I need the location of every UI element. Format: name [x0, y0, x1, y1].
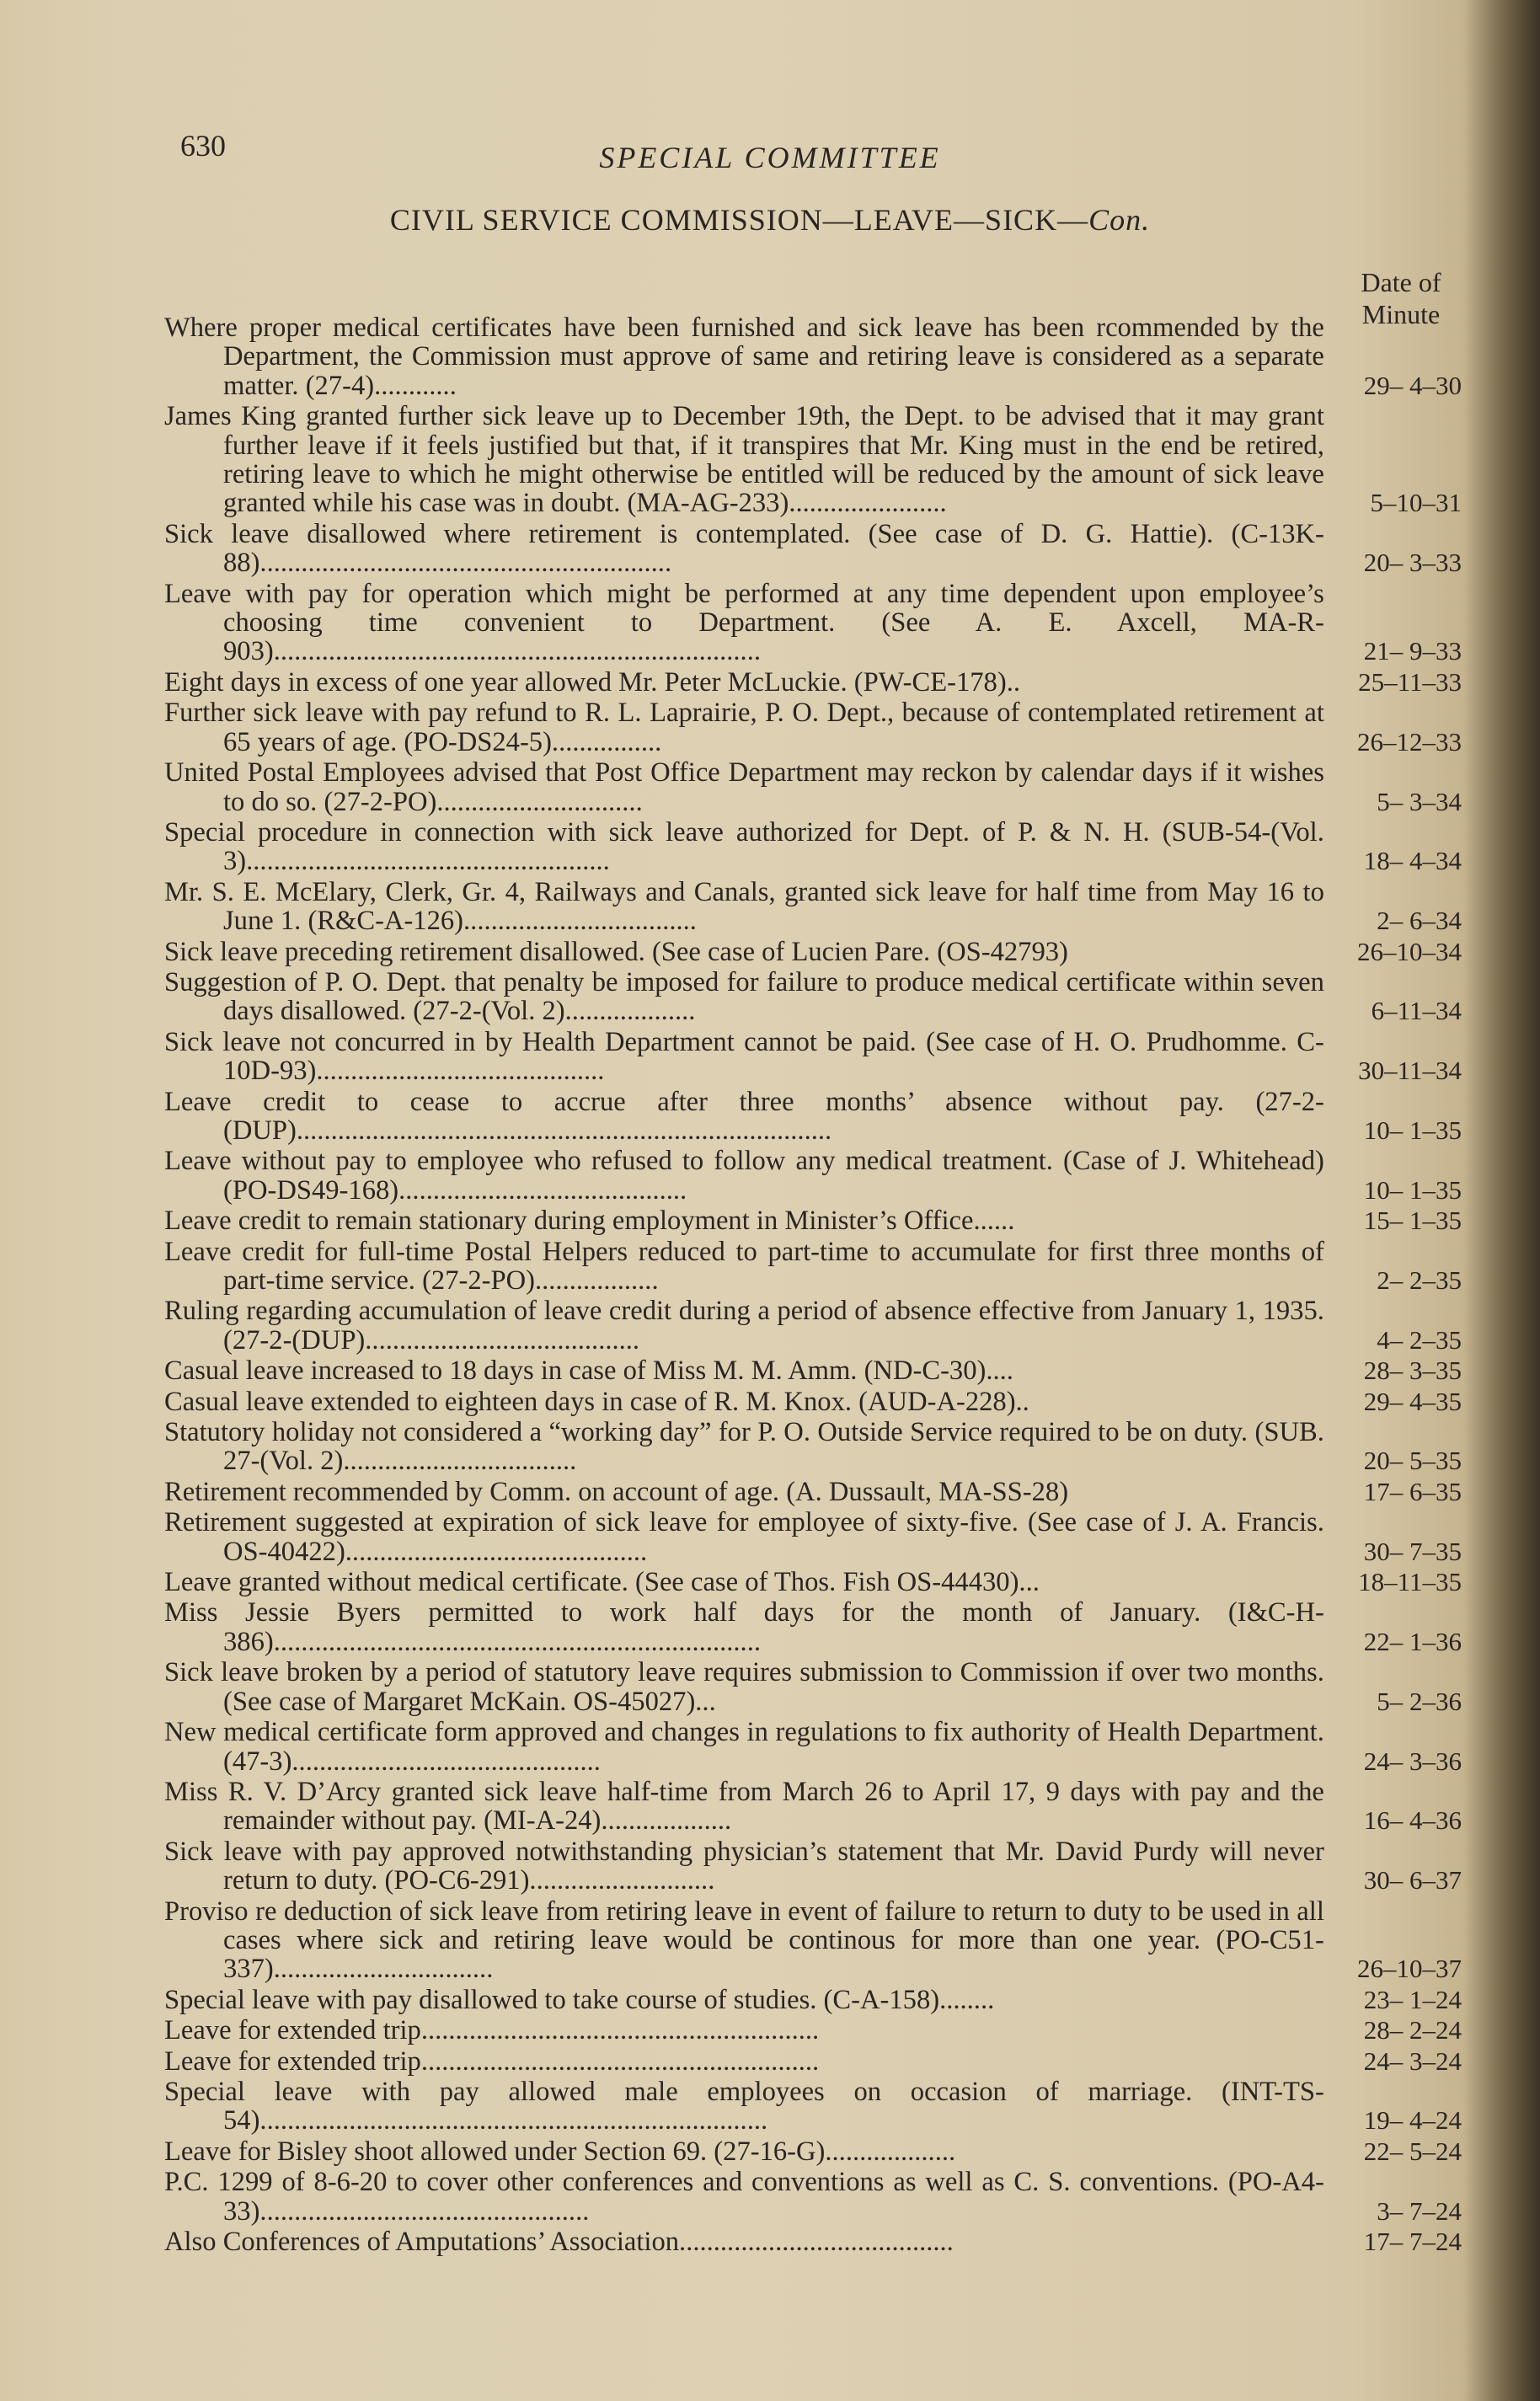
list-item	[164, 1837, 1479, 1896]
entry-date: 18– 4–34	[1363, 846, 1462, 876]
entry-list	[164, 313, 1479, 2258]
list-item	[164, 818, 1479, 876]
entry-date: 23– 1–24	[1363, 1984, 1462, 2014]
list-item	[164, 1568, 1479, 1596]
entry-text: Leave with pay for operation which might be performed at any time dependent upon employee’s choosing time convenient to Department. (See A. E. Axcell, MA-R-903).......................................................................	[164, 578, 1324, 667]
entry-date: 3– 7–24	[1377, 2195, 1462, 2226]
entry-date: 25–11–33	[1358, 666, 1462, 697]
adjacent-page-edge	[1508, 0, 1540, 2401]
entry-date: 15– 1–35	[1363, 1206, 1462, 1236]
list-item	[164, 1238, 1479, 1296]
list-item	[164, 1147, 1479, 1205]
entry-text: Sick leave not concurred in by Health Department cannot be paid. (See case of H. O. Prudhomme. C-10D-93)..........................................	[164, 1026, 1324, 1087]
list-item	[164, 1356, 1479, 1385]
list-item	[164, 1986, 1479, 2014]
list-item	[164, 938, 1479, 966]
entry-text: Sick leave with pay approved notwithstanding physician’s statement that Mr. David Purdy will never return to duty. (PO-C6-291)...........................	[164, 1836, 1324, 1896]
entry-text: Sick leave preceding retirement disallowed. (See case of Lucien Pare. (OS-42793)	[164, 936, 1068, 967]
entry-date: 28– 3–35	[1363, 1356, 1462, 1386]
list-item	[164, 698, 1479, 757]
entry-date: 6–11–34	[1371, 996, 1462, 1026]
list-item	[164, 1508, 1479, 1566]
entry-date: 26–12–33	[1357, 726, 1462, 757]
list-item	[164, 1598, 1479, 1656]
entry-date: 30– 7–35	[1363, 1536, 1462, 1566]
entry-date: 26–10–34	[1357, 936, 1462, 966]
entry-date: 29– 4–35	[1363, 1386, 1462, 1416]
entry-text: Proviso re deduction of sick leave from retiring leave in event of failure to return to duty to be used in all cases where sick and retiring leave would be continous for more than one year. (PO-C51-337)................................	[164, 1896, 1324, 1985]
entry-date: 20– 3–33	[1363, 548, 1462, 578]
entry-text: Where proper medical certificates have been furnished and sick leave has been rcommended by the Department, the Commission must approve of same and retiring leave is considered as a separate matter. (27-4)............	[164, 313, 1324, 401]
list-item	[164, 2168, 1479, 2226]
entry-date: 10– 1–35	[1363, 1115, 1462, 1145]
date-column-header: Date of Minute	[1361, 267, 1441, 329]
section-title	[0, 202, 1540, 238]
list-item	[164, 2137, 1479, 2166]
list-item	[164, 2227, 1479, 2256]
list-item	[164, 2016, 1479, 2045]
entry-text: Leave without pay to employee who refused to follow any medical treatment. (Case of J. Whitehead) (PO-DS49-168)..........................................	[164, 1146, 1324, 1206]
entry-text: Special leave with pay disallowed to take course of studies. (C-A-158)........	[164, 1984, 995, 2015]
entry-date: 26–10–37	[1357, 1954, 1462, 1984]
entry-text: Miss R. V. D’Arcy granted sick leave half-time from March 26 to April 17, 9 days with pay and the remainder without pay. (MI-A-24)...................	[164, 1776, 1324, 1837]
entry-text: Casual leave extended to eighteen days in case of R. M. Knox. (AUD-A-228)..	[164, 1386, 1029, 1417]
entry-text: Retirement recommended by Comm. on account of age. (A. Dussault, MA-SS-28)	[164, 1476, 1069, 1507]
entry-text: Sick leave disallowed where retirement is contemplated. (See case of D. G. Hattie). (C-13K-88)............................................................	[164, 518, 1324, 579]
entry-text: Leave for extended trip..........................................................	[164, 2045, 820, 2077]
running-head: SPECIAL COMMITTEE	[599, 141, 941, 174]
list-item	[164, 1297, 1479, 1355]
list-item	[164, 580, 1479, 666]
entry-date: 16– 4–36	[1363, 1805, 1462, 1836]
list-item	[164, 1897, 1479, 1984]
entry-date: 20– 5–35	[1363, 1446, 1462, 1476]
entry-text: Special leave with pay allowed male employees on occasion of marriage. (INT-TS-54)..........................................................................	[164, 2076, 1324, 2136]
list-item	[164, 2077, 1479, 2136]
section-title-main: CIVIL SERVICE COMMISSION—LEAVE—SICK—	[389, 203, 1089, 237]
entry-date: 24– 3–36	[1363, 1746, 1462, 1776]
list-item	[164, 1718, 1479, 1776]
list-item	[164, 1478, 1479, 1506]
entry-date: 19– 4–24	[1363, 2105, 1462, 2136]
entry-date: 2– 6–34	[1377, 906, 1462, 936]
entry-date: 29– 4–30	[1363, 370, 1462, 400]
entry-date: 10– 1–35	[1363, 1174, 1462, 1205]
entry-date: 24– 3–24	[1363, 2045, 1462, 2076]
entry-text: Leave for extended trip..........................................................	[164, 2015, 820, 2046]
entry-text: P.C. 1299 of 8-6-20 to cover other conferences and conventions as well as C. S. conventions. (PO-A4-33)................................................	[164, 2167, 1324, 2227]
entry-text: Further sick leave with pay refund to R. L. Laprairie, P. O. Dept., because of contemplated retirement at 65 years of age. (PO-DS24-5)................	[164, 698, 1324, 757]
list-item	[164, 313, 1479, 400]
entry-date: 21– 9–33	[1363, 636, 1462, 666]
entry-date: 17– 6–35	[1363, 1476, 1462, 1506]
entry-text: Also Conferences of Amputations’ Association........................................	[164, 2227, 954, 2257]
entry-text: Ruling regarding accumulation of leave credit during a period of absence effective from January 1, 1935. (27-2-(DUP)........................................	[164, 1296, 1324, 1356]
list-item	[164, 668, 1479, 697]
list-item	[164, 1088, 1479, 1146]
entry-date: 30–11–34	[1358, 1056, 1462, 1086]
entry-text: United Postal Employees advised that Post Office Department may reckon by calendar days if it wishes to do so. (27-2-PO)..............................	[164, 757, 1324, 817]
list-item	[164, 2047, 1479, 2076]
entry-text: Eight days in excess of one year allowed Mr. Peter McLuckie. (PW-CE-178)..	[164, 666, 1020, 698]
list-item	[164, 1028, 1479, 1086]
entry-text: James King granted further sick leave up to December 19th, the Dept. to be advised that it may grant further leave if it feels justified but that, if it transpires that Mr. King must in the end be retired, retiring leave to which he might otherwise be entitled will be reduced by the amount of sick leave granted while his case was in doubt. (MA-AG-233).......................	[164, 401, 1324, 519]
entry-text: Leave granted without medical certificate. (See case of Thos. Fish OS-44430)...	[164, 1567, 1040, 1598]
entry-date: 2– 2–35	[1377, 1265, 1462, 1295]
list-item	[164, 1388, 1479, 1416]
list-item	[164, 1658, 1479, 1716]
entry-text: Leave credit for full-time Postal Helpers reduced to part-time to accumulate for first three months of part-time service. (27-2-PO)..................	[164, 1236, 1324, 1296]
page-number: 630	[180, 129, 226, 163]
entry-date: 28– 2–24	[1363, 2015, 1462, 2045]
entry-text: Leave for Bisley shoot allowed under Section 69. (27-16-G)...................	[164, 2136, 956, 2167]
entry-date: 5–10–31	[1370, 488, 1462, 518]
list-item	[164, 520, 1479, 578]
list-item	[164, 968, 1479, 1026]
entry-date: 18–11–35	[1358, 1567, 1462, 1597]
entry-date: 22– 5–24	[1363, 2136, 1462, 2166]
entry-text: Special procedure in connection with sick leave authorized for Dept. of P. & N. H. (SUB-54-(Vol. 3).....................................................	[164, 816, 1324, 877]
entry-text: Casual leave increased to 18 days in case of Miss M. M. Amm. (ND-C-30)....	[164, 1356, 1013, 1387]
entry-date: 5– 3–34	[1377, 786, 1462, 816]
entry-date: 30– 6–37	[1363, 1865, 1462, 1896]
entry-text: Suggestion of P. O. Dept. that penalty be imposed for failure to produce medical certificate within seven days disallowed. (27-2-(Vol. 2)...................	[164, 966, 1324, 1027]
list-item	[164, 1418, 1479, 1476]
entry-text: Statutory holiday not considered a “working day” for P. O. Outside Service required to be on duty. (SUB. 27-(Vol. 2)..................................	[164, 1417, 1324, 1477]
entry-text: New medical certificate form approved and changes in regulations to fix authority of Health Department. (47-3).............................................	[164, 1717, 1324, 1777]
entry-text: Leave credit to cease to accrue after three months’ absence without pay. (27-2-(DUP)..............................................................................	[164, 1086, 1324, 1146]
list-item	[164, 1778, 1479, 1836]
entry-text: Miss Jessie Byers permitted to work half days for the month of January. (I&C-H-386).......................................................................	[164, 1597, 1324, 1657]
entry-date: 17– 7–24	[1363, 2227, 1462, 2256]
list-item	[164, 758, 1479, 816]
entry-date: 22– 1–36	[1363, 1626, 1462, 1656]
list-item	[164, 402, 1479, 518]
entry-date: 5– 2–36	[1377, 1686, 1462, 1716]
list-item	[164, 1206, 1479, 1235]
entry-text: Sick leave broken by a period of statutory leave requires submission to Commission if over two months. (See case of Margaret McKain. OS-45027)...	[164, 1657, 1324, 1717]
entry-text: Leave credit to remain stationary during employment in Minister’s Office......	[164, 1206, 1015, 1237]
entry-date: 4– 2–35	[1377, 1324, 1462, 1355]
entry-text: Mr. S. E. McElary, Clerk, Gr. 4, Railways and Canals, granted sick leave for half time from May 16 to June 1. (R&C-A-126)..................................	[164, 876, 1324, 937]
section-title-continued: Con.	[1088, 203, 1151, 237]
entry-text: Retirement suggested at expiration of sick leave for employee of sixty-five. (See case of J. A. Francis. OS-40422)............................................	[164, 1507, 1324, 1567]
list-item	[164, 878, 1479, 936]
